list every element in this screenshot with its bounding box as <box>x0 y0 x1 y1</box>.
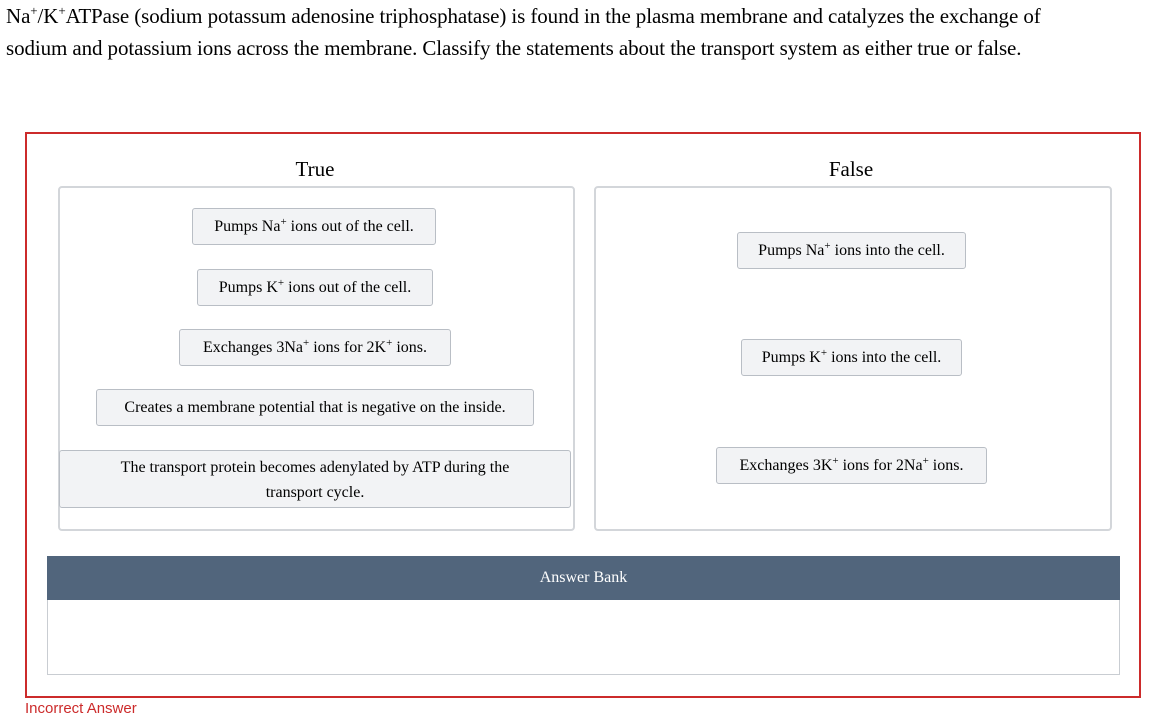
true-column-title: True <box>295 157 335 181</box>
card-sup: + <box>386 337 393 349</box>
card-text: Pumps K <box>218 279 278 296</box>
card-sup: + <box>824 240 831 252</box>
answer-bank-header <box>47 556 1120 600</box>
card-sup: + <box>832 455 839 467</box>
feedback-status: Incorrect Answer <box>25 700 137 717</box>
card-true-membrane-potential[interactable] <box>96 389 534 426</box>
card-sup: + <box>820 347 828 359</box>
card-true-adenylated[interactable] <box>59 450 571 508</box>
answer-bank-label: Answer Bank <box>539 569 628 586</box>
false-column-title: False <box>828 157 874 181</box>
answer-bank-drop-zone[interactable] <box>47 600 1120 675</box>
card-sup: + <box>302 337 310 349</box>
question-na: Na <box>6 4 31 28</box>
card-false-pumps-na-in[interactable] <box>737 232 966 269</box>
card-false-pumps-k-in[interactable] <box>741 339 962 376</box>
card-text: ions out of the cell. <box>284 279 412 296</box>
question-line2: sodium and potassium ions across the membrane. Classify the statements about the transport system as either true or false. <box>6 36 1022 60</box>
card-text: ions for 2Na <box>838 457 923 474</box>
card-sup: + <box>280 216 287 228</box>
card-text: ions for 2K <box>309 339 387 356</box>
card-text: ions. <box>392 339 427 356</box>
card-true-exchanges-3na-2k[interactable] <box>179 329 451 366</box>
card-text: Creates a membrane potential that is negative on the inside. <box>124 399 506 416</box>
question-text <box>6 0 1146 64</box>
card-true-pumps-k-out[interactable] <box>197 269 433 306</box>
card-sup: + <box>922 455 929 467</box>
card-text: Pumps Na <box>758 242 825 259</box>
card-false-exchanges-3k-2na[interactable] <box>716 447 987 484</box>
card-text: Pumps K <box>761 349 821 366</box>
card-text: ions. <box>928 457 964 474</box>
card-text: Pumps Na <box>214 218 281 235</box>
question-sup-plus: + <box>30 3 38 18</box>
card-text: The transport protein becomes adenylated by ATP during the transport cycle. <box>120 459 510 501</box>
question-line1-rest: ATPase (sodium potassum adenosine triphosphatase) is found in the plasma membrane and catalyzes the exchange of <box>65 4 1041 28</box>
question-k: /K <box>37 4 59 28</box>
question-sup-plus: + <box>58 3 66 18</box>
card-text: ions into the cell. <box>827 349 942 366</box>
card-sup: + <box>277 277 285 289</box>
card-text: ions into the cell. <box>830 242 945 259</box>
card-text: Exchanges 3Na <box>203 339 303 356</box>
card-true-pumps-na-out[interactable] <box>192 208 436 245</box>
card-text: ions out of the cell. <box>286 218 414 235</box>
card-text: Exchanges 3K <box>739 457 833 474</box>
